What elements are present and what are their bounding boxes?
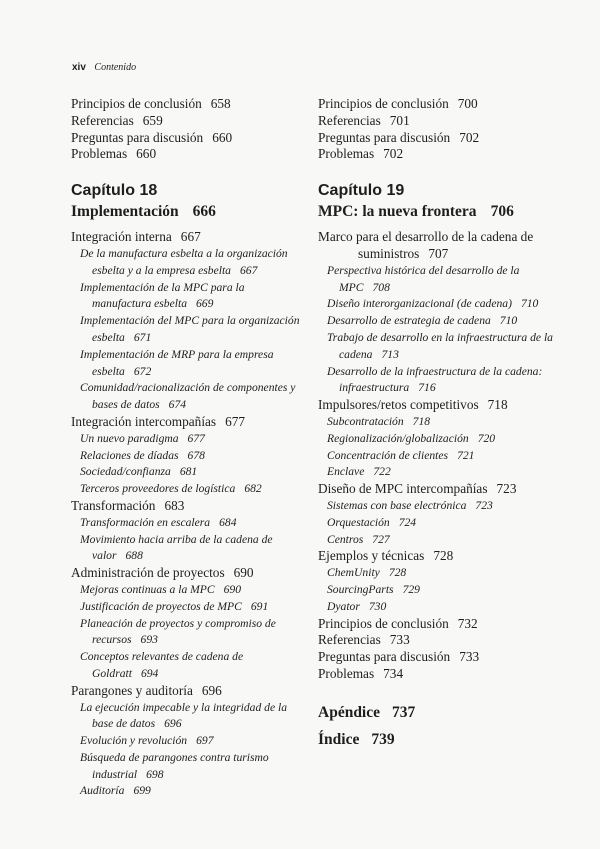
toc-entry <box>318 414 558 431</box>
toc-entry-title: Perspectiva histórica del desarrollo de la MPC <box>327 263 520 294</box>
toc-entry <box>71 380 306 414</box>
toc-entry <box>71 414 306 431</box>
toc-entry <box>318 296 558 313</box>
toc-entry-page: 684 <box>219 515 237 529</box>
back-matter <box>318 699 558 753</box>
chapter-title-text: MPC: la nueva frontera <box>318 203 477 221</box>
toc-entry-title: La ejecución impecable y la integridad de la base de datos <box>80 700 288 731</box>
toc-entry <box>71 565 306 582</box>
toc-entry <box>318 632 558 649</box>
toc-entry-title: Mejoras continuas a la MPC <box>80 582 215 596</box>
toc-entry-title: Centros <box>327 532 364 546</box>
toc-entry <box>318 364 558 398</box>
toc-entry-title: Dyator <box>327 599 360 613</box>
toc-entry <box>318 113 558 130</box>
toc-entry-page: 682 <box>244 482 262 496</box>
toc-entry-title: Planeación de proyectos y compromiso de recursos <box>80 616 276 647</box>
toc-entry-title: Administración de proyectos <box>71 565 225 581</box>
toc-entry <box>71 750 306 784</box>
toc-entry-title: Implementación de MRP para la empresa esbelta <box>80 347 274 378</box>
toc-entry <box>318 130 558 147</box>
chapter-label: Capítulo 19 <box>318 182 405 200</box>
toc-entry <box>71 347 306 381</box>
toc-entry <box>318 229 558 263</box>
toc-entry <box>71 280 306 314</box>
toc-entry-page: 677 <box>187 431 205 445</box>
toc-entry-title: Sistemas con base electrónica <box>327 498 467 512</box>
toc-entry <box>318 464 558 481</box>
toc-entry-page: 667 <box>239 263 258 277</box>
toc-entry-title: Concentración de clientes <box>327 448 449 462</box>
toc-entry <box>71 313 306 347</box>
toc-entry-title: Diseño interorganizacional (de cadena) <box>327 297 512 311</box>
toc-entry <box>318 548 558 565</box>
toc-entry-page: 658 <box>210 96 231 111</box>
toc-entry-page: 702 <box>459 129 480 145</box>
toc-entry-page: 659 <box>142 112 163 128</box>
toc-entry-page: 683 <box>164 497 185 513</box>
toc-entry-title: Impulsores/retos competitivos <box>318 397 479 413</box>
toc-entry <box>71 498 306 515</box>
toc-entry-title: Referencias <box>71 112 134 128</box>
toc-entry-title: Problemas <box>71 146 128 162</box>
toc-entry-page: 660 <box>136 146 157 162</box>
toc-entry-title: Ejemplos y técnicas <box>318 548 425 564</box>
toc-entry-page: 732 <box>457 615 478 631</box>
toc-entry <box>318 146 558 163</box>
toc-entry-page: 716 <box>418 381 436 395</box>
toc-entry <box>71 464 306 481</box>
toc-entry-title: Principios de conclusión <box>318 96 449 111</box>
toc-entries <box>71 229 306 800</box>
toc-entry-page: 710 <box>499 314 518 328</box>
toc-entry-title: Enclave <box>327 465 365 479</box>
toc-top-entries <box>318 96 558 163</box>
toc-entry <box>318 498 558 515</box>
toc-entry <box>71 783 306 800</box>
toc-entry-title: Problemas <box>318 146 375 162</box>
toc-entry-page: 690 <box>233 565 254 581</box>
toc-entry-page: 667 <box>180 229 201 245</box>
toc-entry-page: 710 <box>520 297 539 311</box>
toc-entry-page: 721 <box>457 448 475 462</box>
chapter-title-text: Implementación <box>71 203 179 221</box>
toc-entry-title: Desarrollo de la infraestructura de la cadena: infraestructura <box>327 364 543 395</box>
toc-entry <box>71 683 306 700</box>
toc-entry-title: Índice <box>318 730 360 748</box>
toc-entry <box>318 666 558 683</box>
toc-entry-page: 707 <box>428 245 449 261</box>
toc-entry <box>71 113 306 130</box>
toc-entry-title: Auditoría <box>80 784 125 798</box>
toc-entry-page: 696 <box>164 717 182 731</box>
toc-entry-page: 698 <box>146 767 164 781</box>
chapter-title <box>318 201 558 223</box>
toc-entry <box>71 733 306 750</box>
toc-entry-page: 723 <box>475 498 493 512</box>
toc-entry-page: 681 <box>179 465 198 479</box>
toc-entry <box>318 481 558 498</box>
toc-entry-title: Parangones y auditoría <box>71 682 193 698</box>
running-header <box>72 62 136 73</box>
toc-entry-title: Transformación en escalera <box>80 515 211 529</box>
toc-entry <box>71 515 306 532</box>
toc-entry-page: 701 <box>389 112 410 128</box>
toc-entry-title: Subcontratación <box>327 414 404 428</box>
toc-entry-title: Relaciones de díadas <box>80 448 179 462</box>
toc-entry <box>71 246 306 280</box>
toc-entry-page: 728 <box>388 566 407 580</box>
toc-entry-page: 688 <box>125 549 143 563</box>
toc-entry-title: Un nuevo paradigma <box>80 431 179 445</box>
toc-entry-title: Preguntas para discusión <box>318 129 451 145</box>
toc-entry-title: Referencias <box>318 632 381 648</box>
toc-entry <box>318 599 558 616</box>
toc-entry-page: 660 <box>212 129 233 145</box>
toc-entry <box>318 616 558 633</box>
toc-entry <box>318 96 558 113</box>
toc-entry <box>318 313 558 330</box>
toc-entry <box>71 649 306 683</box>
toc-entry-title: Búsqueda de parangones contra turismo industrial <box>80 750 269 781</box>
toc-entry-page: 697 <box>196 734 214 748</box>
toc-entry <box>318 582 558 599</box>
toc-entry-page: 694 <box>140 666 159 680</box>
toc-entry-page: 723 <box>496 481 517 497</box>
toc-entry-title: Integración intercompañías <box>71 413 217 429</box>
toc-entry-title: De la manufactura esbelta a la organización esbelta y a la empresa esbelta <box>80 246 288 277</box>
toc-entry-title: Comunidad/racionalización de componentes y bases de datos <box>80 381 296 412</box>
toc-entry <box>71 481 306 498</box>
toc-entry-title: Conceptos relevantes de cadena de Goldratt <box>80 650 244 680</box>
toc-entry-page: 674 <box>168 398 187 412</box>
toc-entry-title: Preguntas para discusión <box>71 129 204 145</box>
toc-entry-page: 713 <box>381 347 399 361</box>
toc-entry-page: 720 <box>477 431 496 445</box>
toc-entry-page: 727 <box>372 532 390 546</box>
toc-column-right <box>318 96 558 753</box>
toc-entry-title: Marco para el desarrollo de la cadena de suministros <box>318 229 534 261</box>
toc-entry <box>71 96 306 113</box>
toc-column-left <box>71 96 306 800</box>
toc-entry-title: ChemUnity <box>327 566 380 580</box>
toc-entry <box>318 330 558 364</box>
toc-entry <box>71 599 306 616</box>
toc-entry <box>71 146 306 163</box>
toc-entry-page: 718 <box>412 414 431 428</box>
toc-entry-title: Diseño de MPC intercompañías <box>318 481 488 497</box>
toc-entry-title: Implementación del MPC para la organización esbelta <box>80 314 300 344</box>
toc-entry-page: 722 <box>373 465 391 479</box>
running-title: Contenido <box>94 62 137 73</box>
back-matter-entry <box>318 726 558 753</box>
toc-entry-page: 669 <box>196 297 214 311</box>
toc-entry-title: Apéndice <box>318 703 380 721</box>
toc-entry-title: Problemas <box>318 665 375 681</box>
toc-entry-title: Implementación de la MPC para la manufactura esbelta <box>80 280 245 311</box>
toc-entry <box>318 649 558 666</box>
toc-entry-title: SourcingParts <box>327 582 394 596</box>
toc-entry <box>318 263 558 297</box>
toc-entry-title: Regionalización/globalización <box>327 431 469 445</box>
toc-entry-page: 730 <box>368 599 387 613</box>
toc-entry-title: Terceros proveedores de logística <box>80 482 236 496</box>
chapter-label: Capítulo 18 <box>71 182 158 200</box>
toc-entry-title: Transformación <box>71 497 156 513</box>
toc-entry-title: Desarrollo de estrategia de cadena <box>327 314 491 328</box>
toc-entry <box>71 229 306 246</box>
toc-entry-title: Evolución y revolución <box>80 734 188 748</box>
toc-entry <box>71 448 306 465</box>
toc-entry-page: 734 <box>383 665 404 681</box>
toc-entry-page: 678 <box>187 448 205 462</box>
toc-entry-title: Movimiento hacia arriba de la cadena de valor <box>80 532 273 563</box>
toc-entry-title: Principios de conclusión <box>71 96 202 111</box>
toc-entry-page: 737 <box>392 703 416 721</box>
toc-entry-page: 696 <box>201 682 222 698</box>
toc-entry-page: 690 <box>223 582 241 596</box>
toc-entry-page: 739 <box>371 730 395 748</box>
toc-entries <box>318 229 558 683</box>
toc-entry-page: 733 <box>459 649 480 665</box>
toc-entry-title: Preguntas para discusión <box>318 649 451 665</box>
toc-entry-page: 671 <box>133 330 152 344</box>
toc-entry <box>71 532 306 566</box>
toc-entry-page: 724 <box>398 515 417 529</box>
toc-entry-title: Referencias <box>318 112 381 128</box>
chapter-page: 706 <box>490 203 514 221</box>
toc-entry-page: 708 <box>372 280 390 294</box>
chapter-title <box>71 201 306 223</box>
toc-entry-page: 700 <box>457 96 478 111</box>
toc-entry-page: 677 <box>225 413 246 429</box>
chapter-page: 666 <box>192 203 216 221</box>
toc-entry-page: 728 <box>433 548 454 564</box>
toc-entry <box>318 565 558 582</box>
toc-entry <box>71 431 306 448</box>
toc-entry-title: Justificación de proyectos de MPC <box>80 599 242 613</box>
toc-entry <box>71 582 306 599</box>
toc-entry-page: 702 <box>383 146 404 162</box>
toc-entry <box>318 515 558 532</box>
toc-entry-title: Sociedad/confianza <box>80 465 171 479</box>
toc-entry-page: 733 <box>389 632 410 648</box>
toc-entry <box>318 532 558 549</box>
toc-entry <box>71 130 306 147</box>
toc-entry-page: 699 <box>133 784 151 798</box>
toc-entry <box>318 431 558 448</box>
toc-entry-page: 672 <box>133 364 152 378</box>
back-matter-entry <box>318 699 558 726</box>
toc-entry-page: 718 <box>487 397 508 413</box>
toc-entry <box>318 397 558 414</box>
toc-top-entries <box>71 96 306 163</box>
toc-entry-page: 729 <box>402 582 420 596</box>
toc-entry-title: Principios de conclusión <box>318 615 449 631</box>
toc-entry-title: Orquestación <box>327 515 390 529</box>
toc-entry <box>71 700 306 734</box>
toc-entry-page: 691 <box>250 599 269 613</box>
toc-entry <box>318 448 558 465</box>
toc-entry <box>71 616 306 650</box>
toc-entry-title: Integración interna <box>71 229 172 245</box>
toc-entry-page: 693 <box>140 633 158 647</box>
toc-entry-title: Trabajo de desarrollo en la infraestructura de la cadena <box>327 330 553 361</box>
page-number: xiv <box>72 62 86 73</box>
